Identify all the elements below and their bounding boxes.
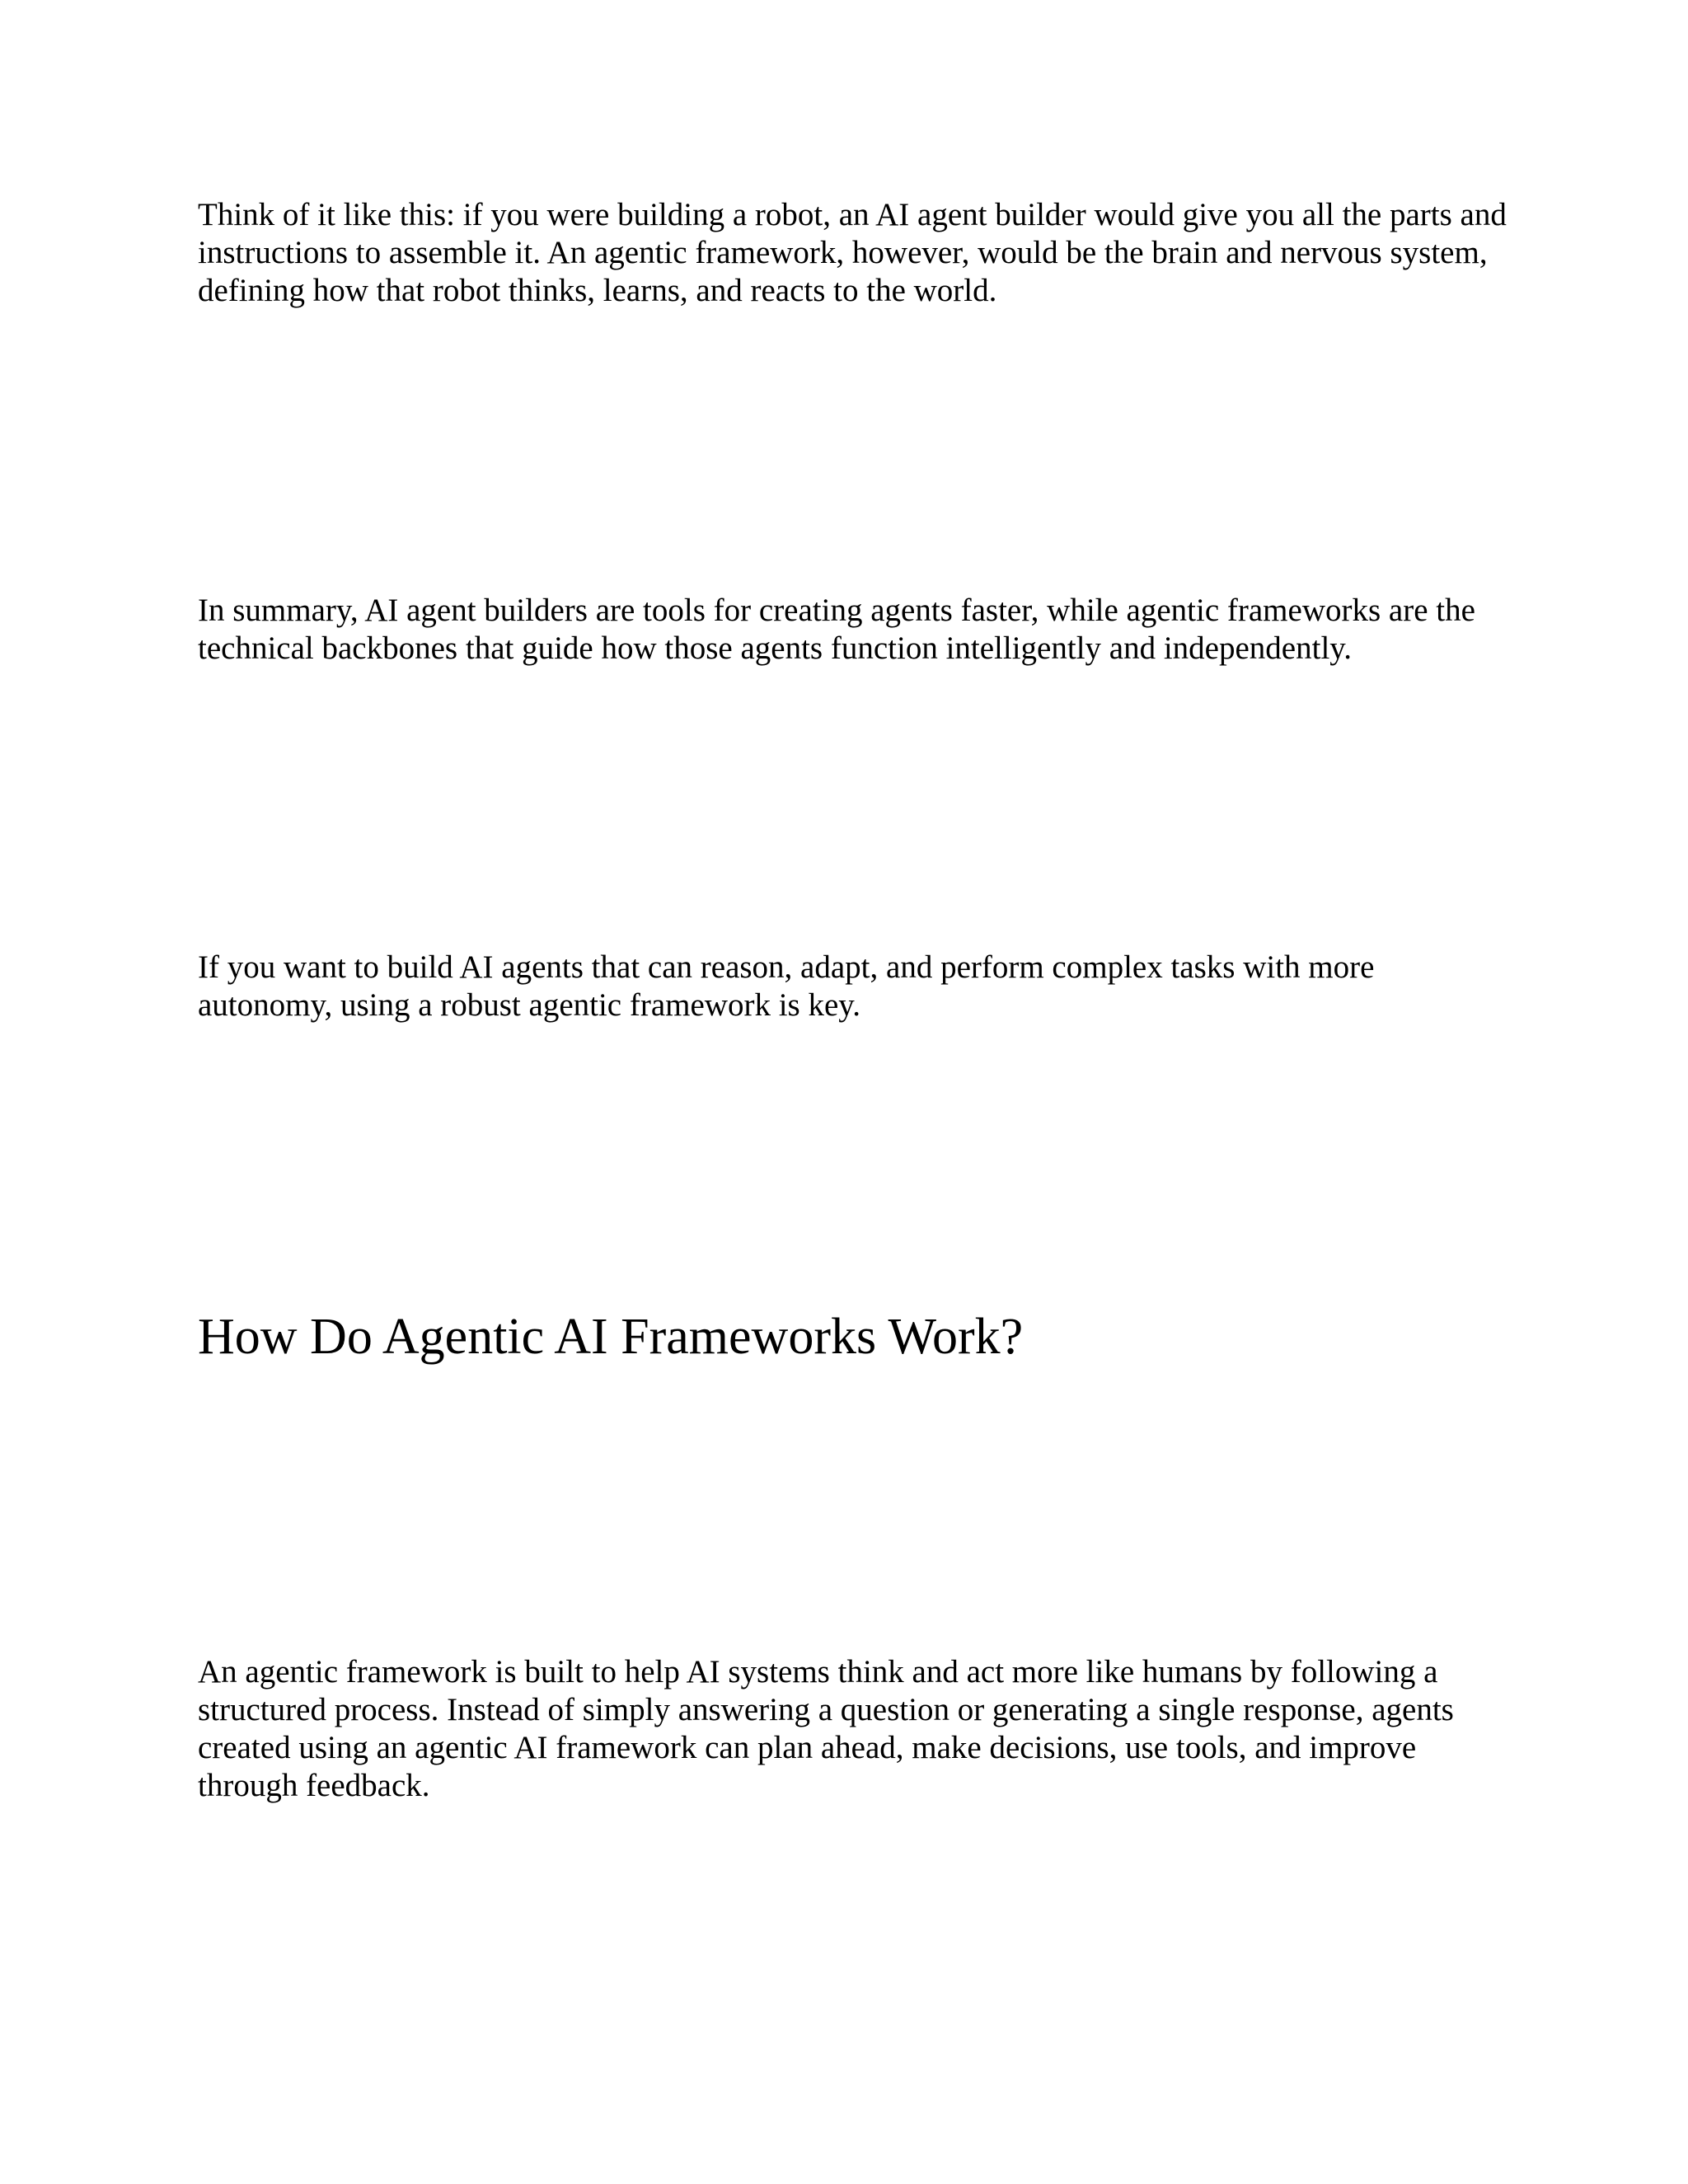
section-heading: How Do Agentic AI Frameworks Work? bbox=[198, 1309, 1024, 1365]
paragraph-summary: In summary, AI agent builders are tools for creating agents faster, while agentic frameworks are the technical backbones that guide how those agents function intelligently and independently. bbox=[198, 593, 1475, 666]
paragraph-recommendation: If you want to build AI agents that can reason, adapt, and perform complex tasks with more autonomy, using a robust agentic framework is key. bbox=[198, 949, 1375, 1023]
paragraph-robot-analogy: Think of it like this: if you were building a robot, an AI agent builder would give you all the parts and instructions to assemble it. An agentic framework, however, would be the brain and nervous system, defining how that robot thinks, learns, and reacts to the world. bbox=[198, 197, 1507, 308]
paragraph-framework-explanation: An agentic framework is built to help AI systems think and act more like humans by following a structured process. Instead of simply answering a question or generating a single response, agents created using an agentic AI framework can plan ahead, make decisions, use tools, and improve through feedback. bbox=[198, 1654, 1454, 1803]
